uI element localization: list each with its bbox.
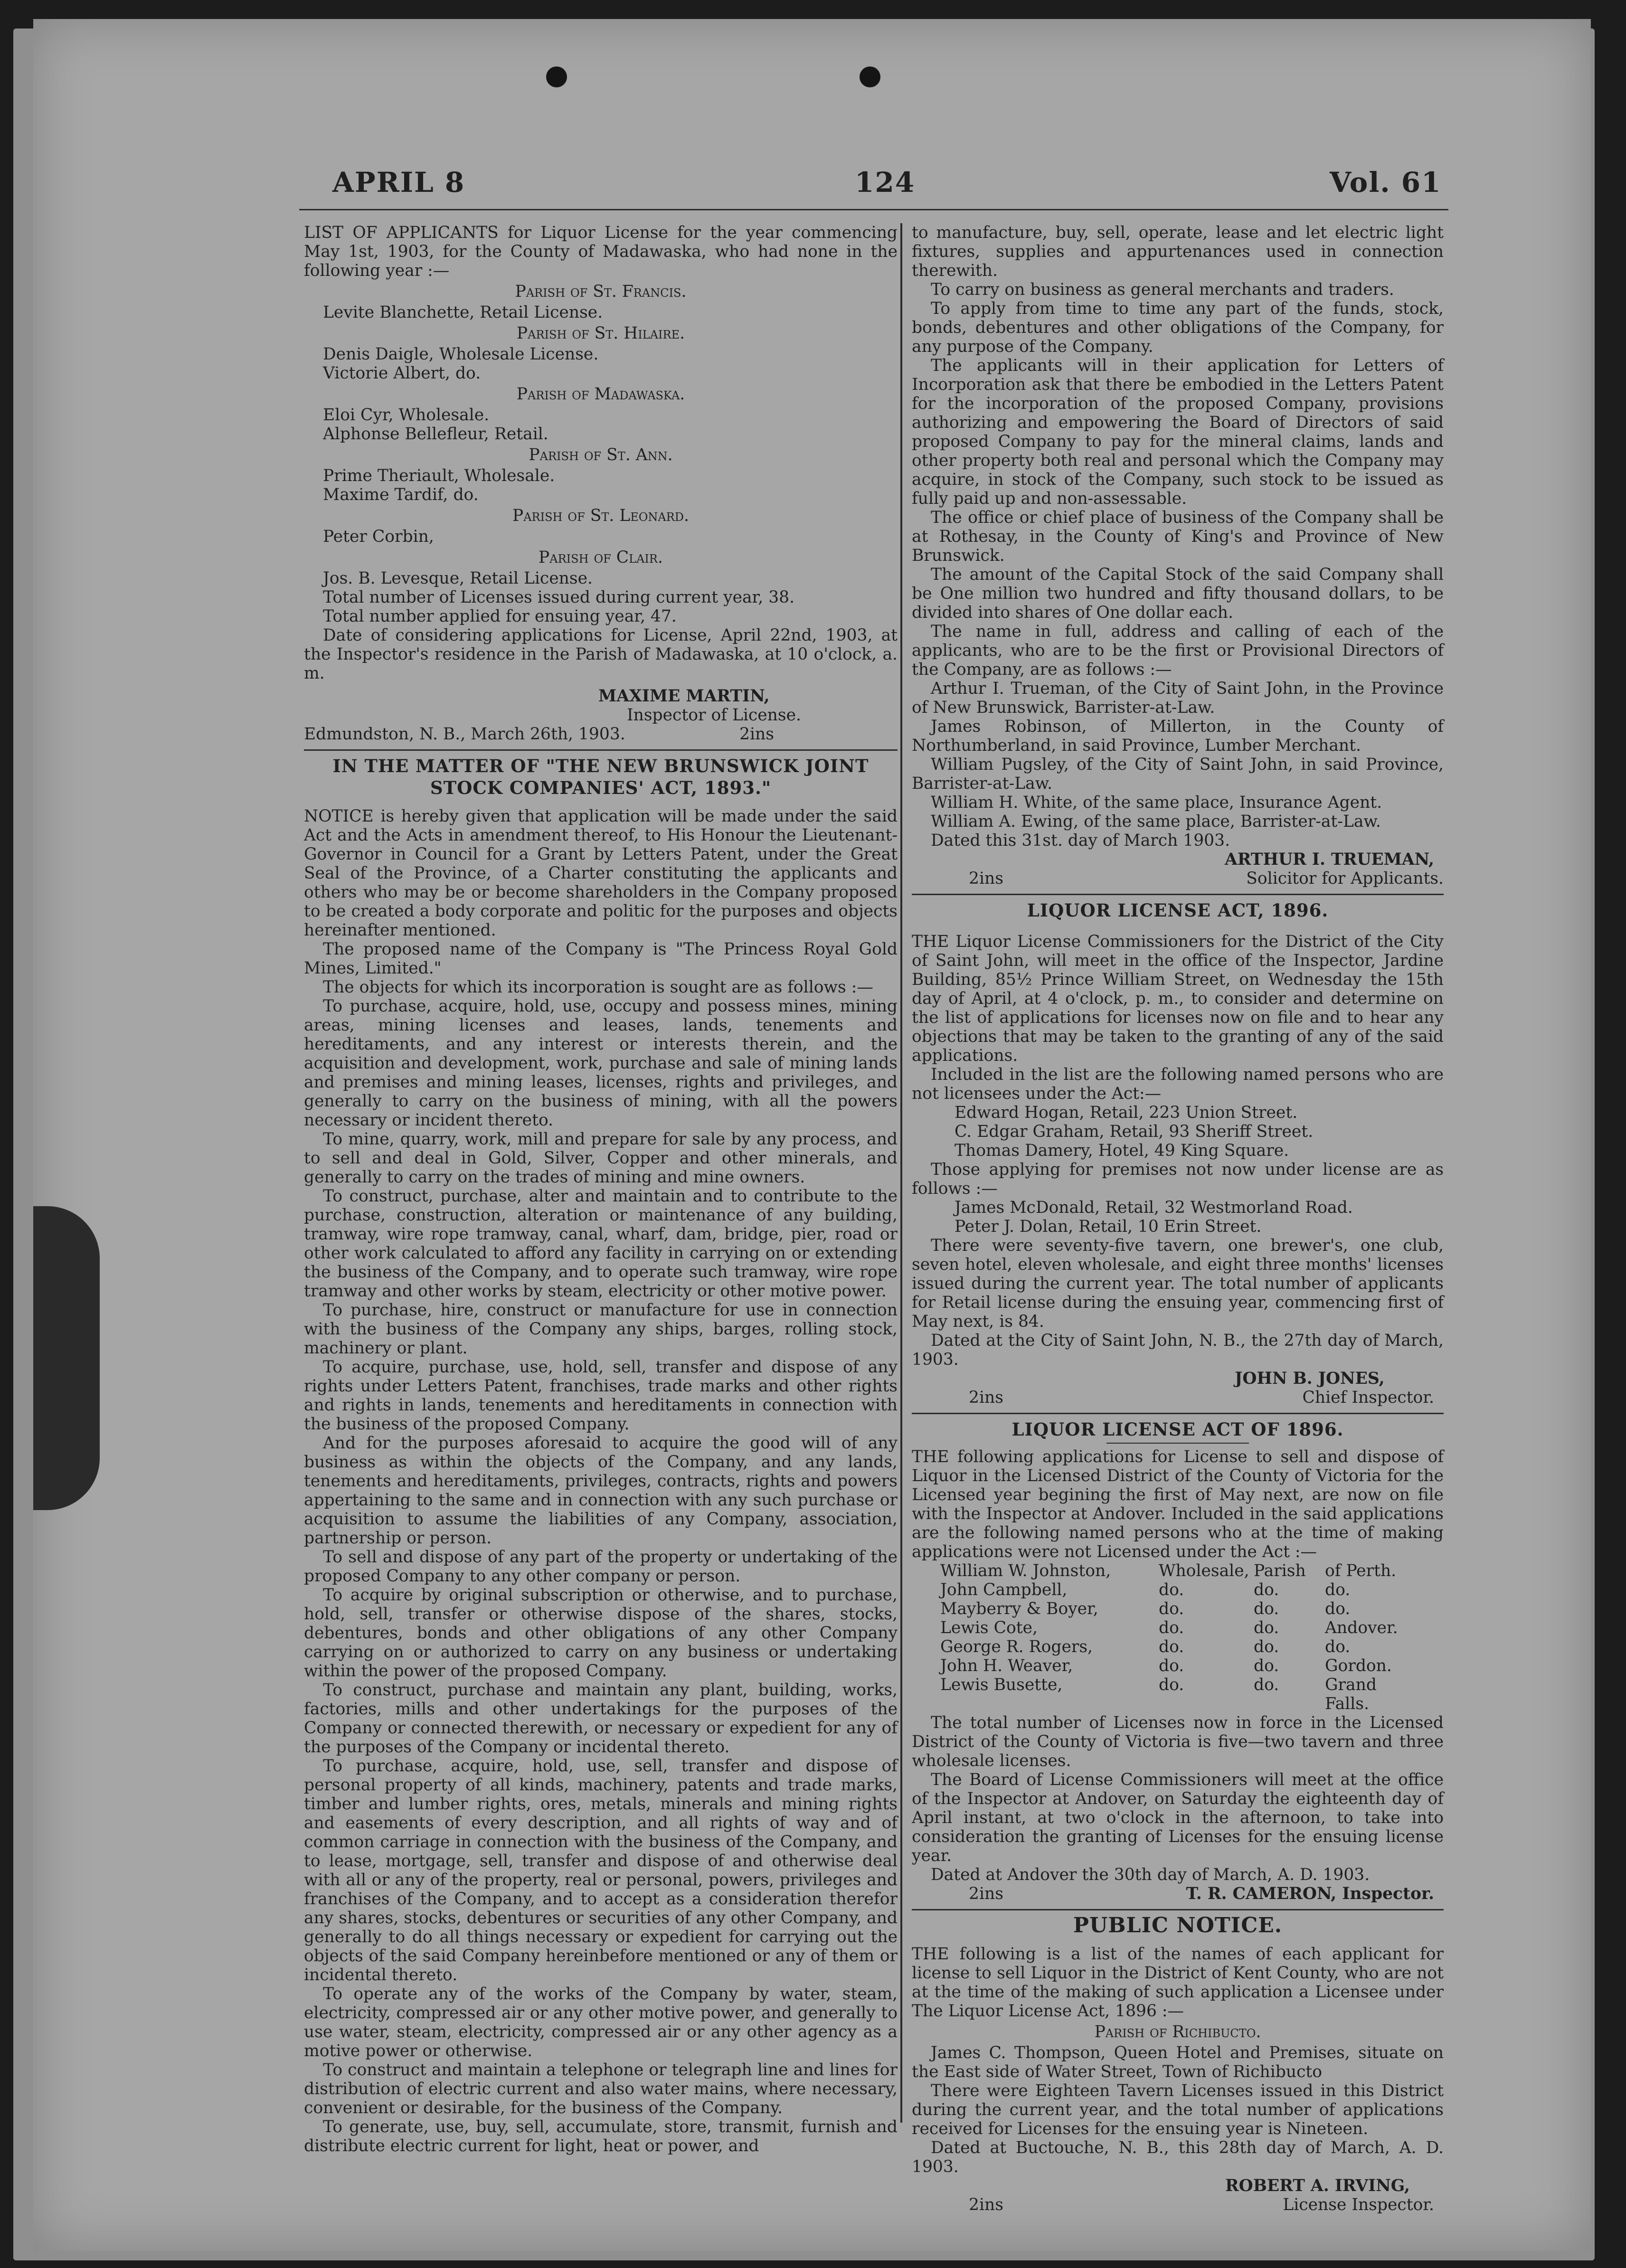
applicant-line: Victorie Albert, do. (323, 364, 481, 383)
insertions: 2ins (969, 2195, 1003, 2214)
table-cell: do. (1325, 1580, 1351, 1599)
section-rule (912, 1909, 1444, 1910)
notice-paragraph: To sell and dispose of any part of the property or undertaking of the proposed Company to any other company or person. (304, 1548, 898, 1586)
notice-paragraph: To purchase, acquire, hold, use, sell, transfer and dispose of personal property of all kinds, machinery, patents and trade marks, timber and lumber rights, ores, metals, minerals and mining rights and easements of every description, and all rights of way and of common carriage in connection with the business of the Company, and to lease, mortgage, sell, transfer and dispose of and otherwise deal with all or any of the property, real or personal, powers, privileges and franchises of the Company, and to accept as a consideration therefor any shares, stocks, debentures or securities of any other Company, and generally to do all things necessary or expedient for carrying out the objects of the said Company hereinbefore mentioned or any of them or incidental thereto. (304, 1757, 898, 1984)
signer-name: JOHN B. JONES, (1235, 1369, 1385, 1388)
volume-number: Vol. 61 (1330, 166, 1442, 198)
hearing-date: Date of considering applications for License, April 22nd, 1903, at the Inspector's residence in the Parish of Madawaska, at 10 o'clock, a. m. (304, 626, 898, 683)
binding-hole (860, 66, 880, 87)
section-rule (304, 749, 898, 751)
notice-paragraph: Those applying for premises not now under license are as follows :— (912, 1160, 1444, 1198)
table-cell: do. (1159, 1656, 1184, 1675)
table-cell: John H. Weaver, (940, 1656, 1073, 1675)
applicant-line: Prime Theriault, Wholesale. (323, 466, 555, 485)
notice-paragraph: The objects for which its incorporation is sought are as follows :— (323, 978, 873, 997)
company-heading: STOCK COMPANIES' ACT, 1893." (430, 777, 772, 798)
insertions: 2ins (739, 725, 774, 744)
notice-paragraph: William H. White, of the same place, Insurance Agent. (931, 793, 1382, 812)
parish-heading: Parish of St. Francis. (515, 282, 687, 301)
signer-title: Solicitor for Applicants. (1246, 869, 1444, 888)
table-cell: of Perth. (1325, 1561, 1397, 1580)
notice-paragraph: to manufacture, buy, sell, operate, lease and let electric light fixtures, supplies and appurtenances used in connection therewith. (912, 223, 1444, 280)
table-cell: do. (1159, 1675, 1184, 1694)
applicant-line: Maxime Tardif, do. (323, 485, 479, 504)
table-cell: Gordon. (1325, 1656, 1392, 1675)
company-paragraphs (304, 807, 898, 2155)
table-row (912, 1561, 1444, 1580)
parish-heading: Parish of St. Ann. (529, 445, 673, 464)
applicant-line: James C. Thompson, Queen Hotel and Premises, situate on the East side of Water Street, Town of Richibucto (912, 2043, 1444, 2081)
parish-heading: Parish of Madawaska. (516, 385, 685, 404)
notice-paragraph: THE Liquor License Commissioners for the District of the City of Saint John, will meet in the office of the Inspector, Jardine Building, 85½ Prince William Street, on Wednesday the 15th day of April, at 4 o'clock, p. m., to consider and determine on the list of applications for licenses now on file and to hear any objections that may be taken to the granting of any of the said applications. (912, 932, 1444, 1065)
parish-heading: Parish of Clair. (539, 548, 663, 567)
notice-paragraph: The applicants will in their application for Letters of Incorporation ask that there be embodied in the Letters Patent for the incorporation of the proposed Company, provisions authorizing and empowering the Board of Directors of said proposed Company to pay for the mineral claims, lands and other property both real and personal which the Company may acquire, in stock of the Company, such stock to be issued as fully paid up and non-assessable. (912, 356, 1444, 508)
victoria-notice (912, 1420, 1444, 1903)
notice-paragraph: THE following applications for License to sell and dispose of Liquor in the Licensed District of the County of Victoria for the Licensed year begining the first of May next, are now on file with the Inspector at Andover. Included in the said applications are the following named persons who at the time of making applications were not Licensed under the Act :— (912, 1447, 1444, 1561)
notice-paragraph: To generate, use, buy, sell, accumulate, store, transmit, furnish and distribute electric current for light, heat or power, and (304, 2117, 898, 2155)
table-row (912, 1580, 1444, 1599)
total-line: Total number of Licenses issued during current year, 38. (323, 588, 795, 607)
signer-name: MAXIME MARTIN, (598, 687, 770, 706)
notice-paragraph: The total number of Licenses now in force in the Licensed District of the County of Victoria is five—two tavern and three wholesale licenses. (912, 1713, 1444, 1770)
signer-title: Chief Inspector. (1302, 1388, 1434, 1407)
right-column (912, 223, 1444, 2214)
notice-paragraph: William Pugsley, of the City of Saint John, in said Province, Barrister-at-Law. (912, 755, 1444, 793)
applicant-line: Jos. B. Levesque, Retail License. (323, 569, 593, 588)
table-cell: do. (1254, 1580, 1279, 1599)
insertions: 2ins (969, 1884, 1003, 1903)
table-cell: do. (1254, 1637, 1279, 1656)
thumb-shadow (33, 1206, 100, 1510)
company-notice-continued (912, 223, 1444, 888)
table-cell: do. (1159, 1599, 1184, 1618)
table-cell: Mayberry & Boyer, (940, 1599, 1098, 1618)
victoria-title: LIQUOR LICENSE ACT OF 1896. (1012, 1419, 1344, 1440)
table-cell: Parish (1254, 1561, 1306, 1580)
company-signature-title (912, 869, 1444, 888)
binding-hole (546, 66, 567, 87)
stjohn-title: LIQUOR LICENSE ACT, 1896. (1027, 900, 1329, 921)
company-continued-paragraphs (912, 223, 1444, 850)
table-cell: do. (1254, 1675, 1279, 1694)
applicant-line: Edward Hogan, Retail, 223 Union Street. (955, 1103, 1298, 1122)
applicant-line: James McDonald, Retail, 32 Westmorland Road. (955, 1198, 1353, 1217)
kent-title: PUBLIC NOTICE. (1073, 1913, 1283, 1937)
table-cell: do. (1159, 1618, 1184, 1637)
company-heading: IN THE MATTER OF "THE NEW BRUNSWICK JOINT (332, 756, 869, 776)
applicant-line: Peter J. Dolan, Retail, 10 Erin Street. (955, 1217, 1262, 1236)
table-cell: William W. Johnston, (940, 1561, 1111, 1580)
parish-heading: Parish of Richibucto. (1094, 2022, 1261, 2041)
notice-paragraph: William A. Ewing, of the same place, Barrister-at-Law. (931, 812, 1381, 831)
notice-paragraph: Dated this 31st. day of March 1903. (931, 831, 1230, 850)
page-number: 124 (855, 166, 916, 198)
notice-paragraph: To construct, purchase and maintain any plant, building, works, factories, mills and other undertakings for the purposes of the Company or connected therewith, or necessary or expedient for any of the purposes of the Company or incidental thereto. (304, 1681, 898, 1757)
table-row (912, 1637, 1444, 1656)
madawaska-notice (304, 223, 898, 744)
insertions: 2ins (969, 869, 1003, 888)
column-divider (900, 223, 902, 2123)
insertions: 2ins (969, 1388, 1003, 1407)
place-date: Edmundston, N. B., March 26th, 1903. (304, 725, 625, 744)
notice-paragraph: To acquire, purchase, use, hold, sell, transfer and dispose of any rights under Letters Patent, franchises, trade marks and other rights and rights in lands, tenements and hereditaments in connection with the business of the proposed Company. (304, 1358, 898, 1434)
table-cell: do. (1254, 1599, 1279, 1618)
table-cell: do. (1159, 1580, 1184, 1599)
section-rule (912, 894, 1444, 895)
applicant-line: Denis Daigle, Wholesale License. (323, 345, 599, 364)
notice-paragraph: Arthur I. Trueman, of the City of Saint John, in the Province of New Brunswick, Barrister-at-Law. (912, 679, 1444, 717)
victoria-applicant-table (912, 1561, 1444, 1713)
notice-paragraph: To construct, purchase, alter and maintain and to contribute to the purchase, construction, alteration or maintenance of any building, tramway, wire rope tramway, canal, wharf, dam, bridge, pier, road or other work calculated to afford any facility in carrying on or extending the business of the Company, and to operate such tramway, wire rope tramway and other works by steam, electricity or other motive power. (304, 1187, 898, 1301)
applicant-line: Peter Corbin, (323, 527, 434, 546)
stjohn-signature-line (912, 1388, 1444, 1407)
applicant-line: Alphonse Bellefleur, Retail. (323, 425, 548, 444)
victoria-signature-line (912, 1884, 1444, 1903)
company-signature-line (912, 850, 1444, 869)
table-cell: Grand Falls. (1325, 1675, 1377, 1713)
notice-paragraph: Dated at Andover the 30th day of March, A. D. 1903. (931, 1865, 1370, 1884)
table-cell: do. (1159, 1637, 1184, 1656)
notice-paragraph: The name in full, address and calling of each of the applicants, who are to be the first or Provisional Directors of the Company, are as follows :— (912, 622, 1444, 679)
total-line: Total number applied for ensuing year, 47. (323, 607, 677, 626)
header-rule (299, 209, 1448, 210)
table-cell: John Campbell, (940, 1580, 1068, 1599)
notice-paragraph: Dated at Buctouche, N. B., this 28th day of March, A. D. 1903. (912, 2138, 1444, 2176)
section-rule (912, 1413, 1444, 1414)
table-cell: do. (1325, 1637, 1351, 1656)
table-cell: Lewis Cote, (940, 1618, 1038, 1637)
applicant-line: C. Edgar Graham, Retail, 93 Sheriff Street. (955, 1122, 1314, 1141)
title-underline (1106, 1443, 1249, 1444)
notice-paragraph: The Board of License Commissioners will meet at the office of the Inspector at Andover, on Saturday the eighteenth day of April instant, at two o'clock in the afternoon, to take into consideration the granting of Licenses for the ensuing license year. (912, 1770, 1444, 1865)
table-row (912, 1618, 1444, 1637)
signer-name: ROBERT A. IRVING, (1225, 2176, 1410, 2195)
stjohn-notice (912, 901, 1444, 1407)
signer-name: ARTHUR I. TRUEMAN, (1224, 850, 1434, 869)
notice-paragraph: Included in the list are the following named persons who are not licensees under the Act:— (912, 1065, 1444, 1103)
applicant-line: Eloi Cyr, Wholesale. (323, 406, 490, 425)
notice-paragraph: To apply from time to time any part of the funds, stock, bonds, debentures and other obligations of the Company, for any purpose of the Company. (912, 299, 1444, 356)
parish-heading: Parish of St. Hilaire. (516, 324, 685, 343)
applicant-line: Thomas Damery, Hotel, 49 King Square. (955, 1141, 1289, 1160)
table-row (912, 1656, 1444, 1675)
table-row (912, 1675, 1444, 1713)
table-cell: do. (1254, 1618, 1279, 1637)
kent-notice (912, 1913, 1444, 2214)
notice-paragraph: And for the purposes aforesaid to acquire the good will of any business as within the objects of the Company, and any lands, tenements and hereditaments, privileges, contracts, rights and powers appertaining to the same and in connection with any such purchase or acquisition to assume the liabilities of any Company, association, partnership or person. (304, 1434, 898, 1548)
table-cell: do. (1325, 1599, 1351, 1618)
table-cell: Lewis Busette, (940, 1675, 1063, 1694)
applicant-line: Levite Blanchette, Retail License. (323, 303, 603, 322)
table-row (912, 1599, 1444, 1618)
issue-date: APRIL 8 (332, 166, 465, 198)
notice-paragraph: The proposed name of the Company is "The Princess Royal Gold Mines, Limited." (304, 940, 898, 978)
notice-paragraph: To construct and maintain a telephone or telegraph line and lines for distribution of electric current and also water mains, where necessary, convenient or desirable, for the business of the Company. (304, 2060, 898, 2117)
parish-heading: Parish of St. Leonard. (512, 506, 690, 525)
notice-paragraph: To operate any of the works of the Company by water, steam, electricity, compressed air or any other motive power, and generally to use water, steam, electricity, compressed air or any other agency as a motive power or otherwise. (304, 1984, 898, 2060)
notice-paragraph: THE following is a list of the names of each applicant for license to sell Liquor in the District of Kent County, who are not at the time of the making of such application a Licensee under The Liquor License Act, 1896 :— (912, 1945, 1444, 2021)
madawaska-intro: LIST OF APPLICANTS for Liquor License for the year commencing May 1st, 1903, for the County of Madawaska, who had none in the following year :— (304, 223, 898, 280)
notice-paragraph: There were seventy-five tavern, one brewer's, one club, seven hotel, eleven wholesale, and eight three months' licenses issued during the current year. The total number of applicants for Retail license during the ensuing year, commencing first of May next, is 84. (912, 1236, 1444, 1331)
notice-paragraph: There were Eighteen Tavern Licenses issued in this District during the current year, and the total number of applications received for Licenses for the ensuing year is Nineteen. (912, 2081, 1444, 2138)
signer-name: T. R. CAMERON, Inspector. (1186, 1884, 1434, 1903)
signer-title: License Inspector. (1283, 2195, 1434, 2214)
notice-paragraph: To mine, quarry, work, mill and prepare for sale by any process, and to sell and deal in Gold, Silver, Copper and other minerals, and generally to carry on the trades of mining and mine owners. (304, 1130, 898, 1187)
table-cell: do. (1254, 1656, 1279, 1675)
notice-paragraph: James Robinson, of Millerton, in the County of Northumberland, in said Province, Lumber Merchant. (912, 717, 1444, 755)
notice-paragraph: To carry on business as general merchants and traders. (931, 280, 1394, 299)
notice-paragraph: Dated at the City of Saint John, N. B., the 27th day of March, 1903. (912, 1331, 1444, 1369)
company-notice (304, 756, 898, 2155)
notice-paragraph: NOTICE is hereby given that application will be made under the said Act and the Acts in amendment thereof, to His Honour the Lieutenant-Governor in Council for a Grant by Letters Patent, under the Great Seal of the Province, of a Charter constituting the applicants and others who may be or become shareholders in the Company proposed to be created a body corporate and politic for the purposes and objects hereinafter mentioned. (304, 807, 898, 940)
left-column (304, 223, 898, 2155)
notice-paragraph: To purchase, hire, construct or manufacture for use in connection with the business of the Company any ships, barges, rolling stock, machinery or plant. (304, 1301, 898, 1358)
table-cell: George R. Rogers, (940, 1637, 1093, 1656)
notice-paragraph: To purchase, acquire, hold, use, occupy and possess mines, mining areas, mining licenses and leases, lands, tenements and hereditaments, and any interest or interests therein, and the acquisition and development, work, purchase and sale of mining lands and premises and mining leases, licenses, rights and privileges, and generally to carry on the business of mining, with all the powers necessary or incident thereto. (304, 997, 898, 1130)
table-cell: Andover. (1325, 1618, 1398, 1637)
notice-paragraph: To acquire by original subscription or otherwise, and to purchase, hold, sell, transfer or otherwise dispose of the shares, stocks, debentures, bonds and other obligations of any other Company carrying on or authorized to carry on any business or undertaking within the power of the proposed Company. (304, 1586, 898, 1681)
notice-paragraph: The office or chief place of business of the Company shall be at Rothesay, in the County of King's and Province of New Brunswick. (912, 508, 1444, 565)
table-cell: Wholesale, (1159, 1561, 1249, 1580)
place-line (304, 725, 898, 744)
notice-paragraph: The amount of the Capital Stock of the said Company shall be One million two hundred and fifty thousand dollars, to be divided into shares of One dollar each. (912, 565, 1444, 622)
signer-title: Inspector of License. (627, 706, 801, 725)
kent-signature-line (912, 2195, 1444, 2214)
